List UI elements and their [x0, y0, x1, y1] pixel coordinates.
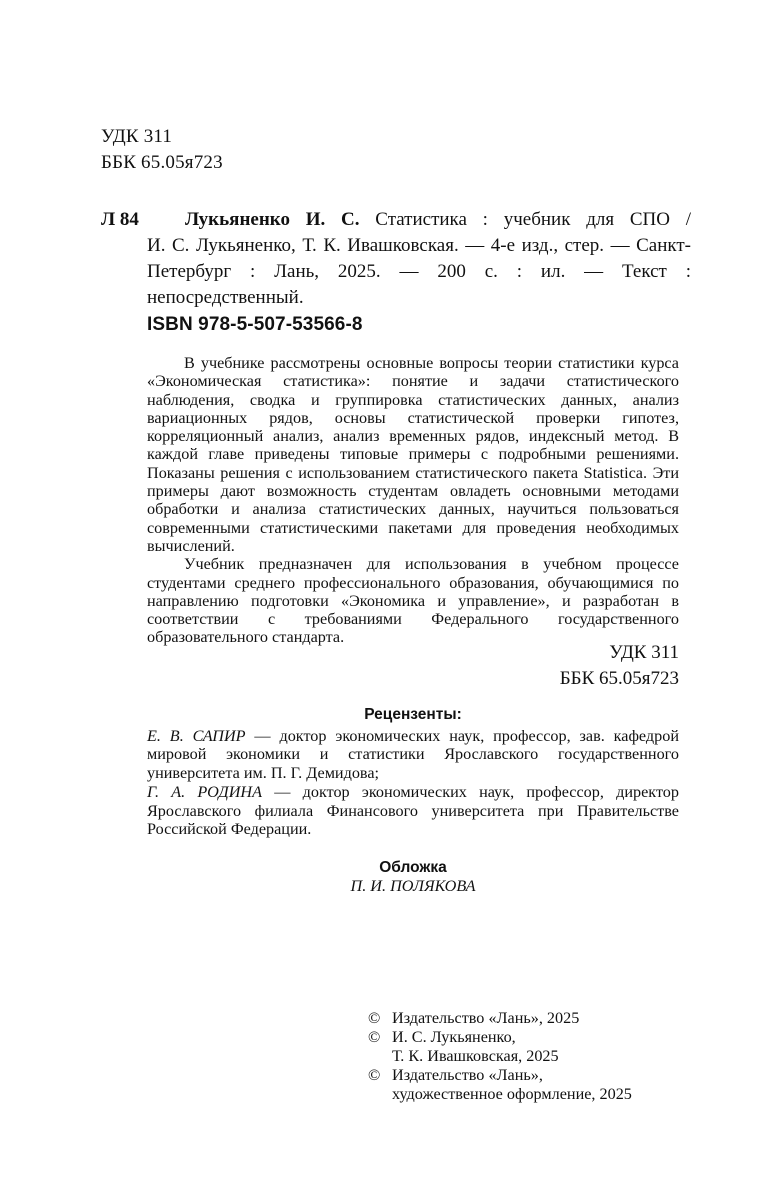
bibliographic-description	[147, 207, 691, 311]
reviewers-heading: Рецензенты:	[364, 706, 462, 723]
copyright-item	[368, 1066, 632, 1104]
classification-codes-top	[101, 124, 223, 176]
reviewer-entry	[147, 727, 679, 783]
copyright-item	[368, 1028, 632, 1066]
annotation-paragraph: В учебнике рассмотрены основные вопросы теории статистики курса «Экономическая статистика»: понятие и задачи статистического наблюдения, сводка и группировка статистических данных, анализ вариационных рядов, основы статистической проверки гипотез, корреляционный анализ, анализ временных рядов, индексный метод. В каждой главе приведены типовые примеры с подробными решениями. Показаны решения с использованием статистического пакета Statistica. Эти примеры дают возможность студентам овладеть основными методами обработки и анализа статистических данных, научиться пользоваться современными статистическими пакетами для проведения необходимых вычислений.	[147, 354, 679, 555]
classification-codes-bottom	[560, 640, 679, 692]
reviewer-name: Е. В. САПИР	[147, 726, 246, 745]
reviewer-name: Г. А. РОДИНА	[147, 782, 262, 801]
reviewer-description: — доктор экономических наук, профессор, директор Ярославского филиала Финансового университета при Правительстве Российской Федерации.	[147, 782, 679, 839]
bibliographic-first-line	[147, 207, 691, 233]
udk-code: УДК 311	[609, 642, 679, 663]
isbn: ISBN 978-5-507-53566-8	[147, 314, 363, 335]
author-mark: Л 84	[101, 209, 139, 230]
cover-designer: П. И. ПОЛЯКОВА	[350, 877, 476, 895]
copyright-item	[368, 1009, 632, 1028]
reviewers	[147, 706, 679, 839]
copyright-icon: ©	[368, 1066, 381, 1084]
annotation	[147, 354, 679, 647]
catalog-entry	[101, 207, 691, 311]
cover-credit	[147, 858, 679, 896]
reviewer-description: — доктор экономических наук, профессор, зав. кафедрой мировой экономики и статистики Ярославского государственного университета им. П. Г. Демидова;	[147, 726, 679, 783]
annotation-paragraph: Учебник предназначен для использования в учебном процессе студентами среднего профессионального образования, обучающимися по направлению подготовки «Экономика и управление», и разработан в соответствии с требованиями Федерального государственного образовательного стандарта.	[147, 555, 679, 647]
udk-code: УДК 311	[101, 126, 173, 147]
bibliographic-details: И. С. Лукьяненко, Т. К. Ивашковская. — 4-е изд., стер. — Санкт-Петербург : Лань, 2025. — 200 с. : ил. — Текст : непосредственный.	[147, 235, 691, 308]
bbk-code: ББК 65.05я723	[559, 668, 679, 689]
title-text: Статистика : учебник для СПО /	[359, 209, 692, 230]
cover-label: Обложка	[379, 859, 447, 876]
copyright-line: художественное оформление, 2025	[392, 1085, 632, 1103]
author-name: Лукьяненко И. С.	[185, 209, 360, 230]
copyright-icon: ©	[368, 1009, 381, 1027]
copyright-line: И. С. Лукьяненко,	[392, 1028, 516, 1046]
copyright-line: Издательство «Лань»,	[392, 1066, 543, 1084]
copyright-line: Т. К. Ивашковская, 2025	[392, 1047, 559, 1065]
bbk-code: ББК 65.05я723	[101, 152, 223, 173]
copyright-block	[368, 1009, 632, 1104]
copyright-line: Издательство «Лань», 2025	[392, 1009, 580, 1027]
copyright-icon: ©	[368, 1028, 381, 1046]
reviewer-entry	[147, 783, 679, 839]
